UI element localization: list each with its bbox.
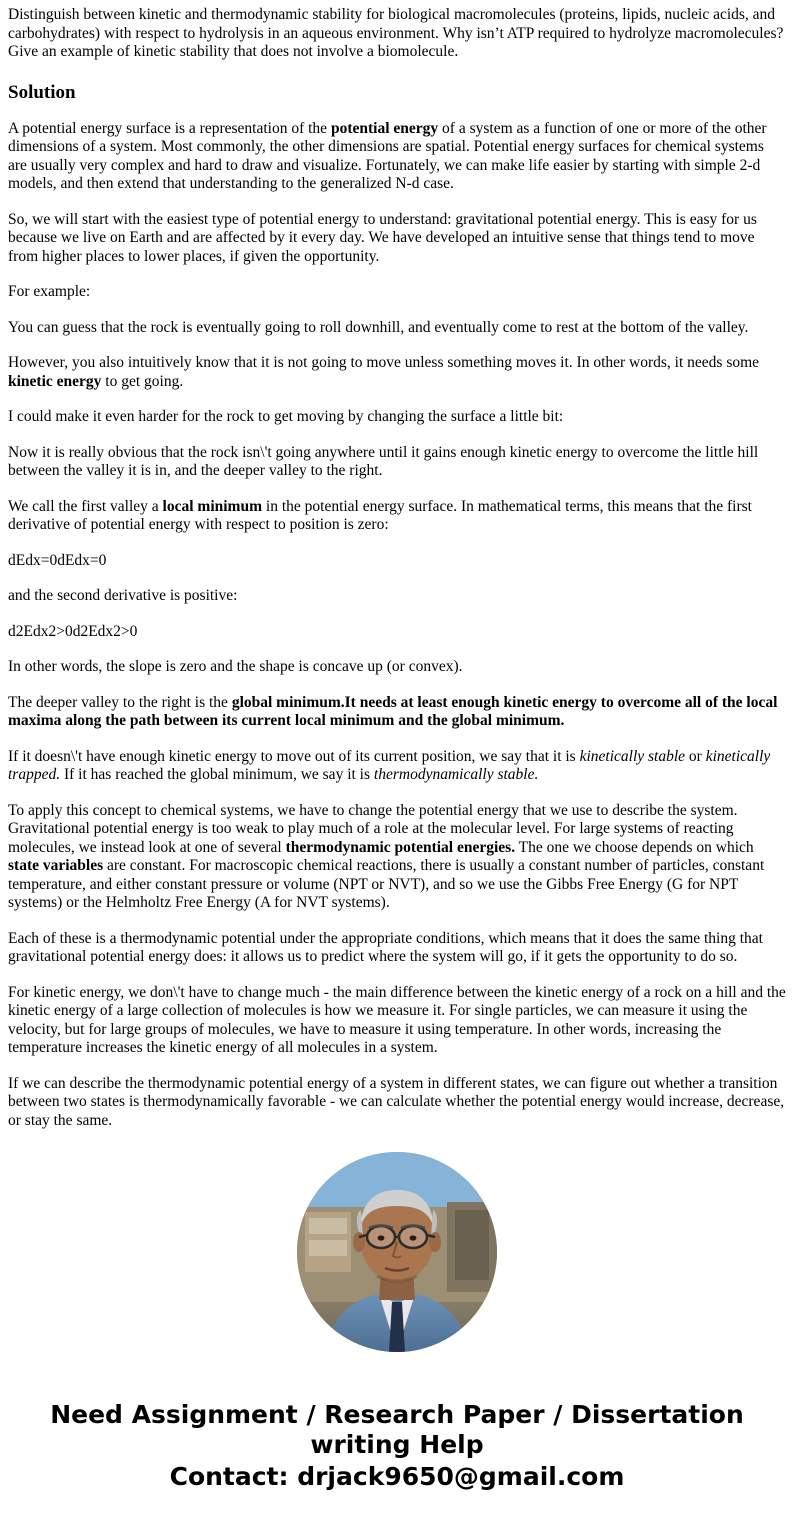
text-run: I could make it even harder for the rock to get moving by changing the surface a little bit:	[8, 408, 564, 425]
paragraph	[8, 587, 786, 606]
text-run: You can guess that the rock is eventually going to roll downhill, and eventually come to rest at the bottom of the valley.	[8, 318, 749, 336]
paragraph	[8, 354, 786, 391]
text-run: dEdx=0dEdx=0	[8, 551, 107, 569]
paragraph	[8, 930, 786, 967]
paragraph	[8, 694, 786, 731]
text-run: are constant. For macroscopic chemical reactions, there is usually a constant number of particles, constant temperature, and either constant pressure or volume (NPT or NVT), and so we use the Gibbs Free Energy (G for NPT systems) or the Helmholtz Free Energy (A for NVT systems).	[8, 857, 765, 911]
text-run: We call the first valley a	[8, 497, 163, 515]
text-run: or	[685, 747, 706, 765]
paragraph	[8, 319, 786, 338]
paragraph	[8, 283, 786, 302]
text-run: and the second derivative is positive:	[8, 587, 238, 604]
promo-banner	[8, 1400, 786, 1492]
text-run: However, you also intuitively know that it is not going to move unless something moves it. In other words, it needs some	[8, 354, 760, 371]
text-run: in the potential energy surface. In mathematical terms, this means that the first derivative of potential energy with respect to position is zero:	[8, 497, 752, 533]
text-run: thermodynamically stable.	[373, 766, 539, 783]
text-run: For kinetic energy, we don\'t have to change much - the main difference between the kinetic energy of a rock on a hill and the kinetic energy of a large collection of molecules is how we measure it. For single particles, we can measure it using the velocity, but for large groups of molecules, we have to measure it using temperature. In other words, increasing the temperature increases the kinetic energy of all molecules in a system.	[8, 983, 786, 1056]
formula-second-derivative	[8, 623, 786, 642]
solution-body	[8, 120, 786, 1131]
paragraph	[8, 444, 786, 481]
text-run: local minimum	[162, 497, 263, 515]
text-run: Now it is really obvious that the rock isn\'t going anywhere until it gains enough kinetic energy to overcome the little hill between the valley it is in, and the deeper valley to the right.	[8, 443, 759, 479]
text-run: d2Edx2>0d2Edx2>0	[8, 622, 138, 640]
text-run: global minimum	[231, 693, 341, 711]
paragraph	[8, 658, 786, 677]
text-run: kinetically trapped.	[8, 747, 771, 783]
text-run: If it has reached the global minimum, we say it is	[60, 766, 374, 783]
promo-line-2: writing Help	[310, 1430, 484, 1459]
avatar-photo	[297, 1152, 497, 1352]
text-run: To apply this concept to chemical systems, we have to change the potential energy that we use to describe the system. Gravitational potential energy is too weak to play much of a role at the molecular level. For large systems of reacting molecules, we instead look at one of several	[8, 801, 738, 856]
paragraph	[8, 802, 786, 913]
text-run: The deeper valley to the right is the	[8, 693, 232, 711]
promo-line-1: Need Assignment / Research Paper / Dissertation	[50, 1400, 744, 1429]
avatar-container	[8, 1152, 786, 1352]
text-run: Each of these is a thermodynamic potential under the appropriate conditions, which means that it does the same thing that gravitational potential energy does: it allows us to predict where the system will go, if it gets the opportunity to do so.	[8, 929, 763, 965]
paragraph	[8, 1075, 786, 1131]
text-run: So, we will start with the easiest type of potential energy to understand: gravitational potential energy. This is easy for us because we live on Earth and are affected by it every day. We have developed an intuitive sense that things tend to move from higher places to lower places, if given the opportunity.	[8, 210, 757, 265]
text-run: kinetic energy	[8, 372, 102, 390]
text-run: If we can describe the thermodynamic potential energy of a system in different states, we can figure out whether a transition between two states is thermodynamically favorable - we can calculate whether the potential energy would increase, decrease, or stay the same.	[8, 1074, 785, 1129]
paragraph	[8, 211, 786, 267]
paragraph	[8, 120, 786, 194]
paragraph	[8, 748, 786, 785]
text-run: state variables	[8, 857, 104, 874]
text-run: kinetically stable	[579, 747, 686, 765]
text-run: thermodynamic potential energies.	[285, 838, 516, 856]
text-run: A potential energy surface is a representation of the	[8, 119, 331, 137]
text-run: If it doesn\'t have enough kinetic energy to move out of its current position, we say that it is	[8, 747, 580, 765]
solution-heading: Solution	[8, 81, 76, 103]
text-run: potential energy	[330, 119, 439, 137]
text-run: of a system as a function of one or more of the other dimensions of a system. Most commonly, the other dimensions are spatial. Potential energy surfaces for chemical systems are usually very complex and hard to draw and visualize. Fortunately, we can make life easier by starting with simple 2-d models, and then extend that understanding to the generalized N-d case.	[8, 119, 767, 192]
paragraph	[8, 408, 786, 427]
question-text: Distinguish between kinetic and thermodynamic stability for biological macromolecules (proteins, lipids, nucleic acids, and carbohydrates) with respect to hydrolysis in an aqueous environment. Why isn’t ATP required to hydrolyze macromolecules? Give an example of kinetic stability that does not involve a biomolecule.	[8, 6, 784, 60]
text-run: In other words, the slope is zero and the shape is concave up (or convex).	[8, 658, 463, 675]
paragraph	[8, 498, 786, 535]
text-run: to get going.	[101, 372, 184, 390]
text-run: .It needs at least enough kinetic energy to overcome all of the local maxima along the path between its current local minimum and the global minimum.	[8, 693, 778, 729]
avatar	[297, 1152, 497, 1352]
paragraph	[8, 984, 786, 1058]
promo-contact: Contact: drjack9650@gmail.com	[169, 1462, 625, 1491]
text-run: For example:	[8, 283, 91, 300]
text-run: The one we choose depends on which	[515, 838, 754, 856]
formula-first-derivative	[8, 552, 786, 571]
